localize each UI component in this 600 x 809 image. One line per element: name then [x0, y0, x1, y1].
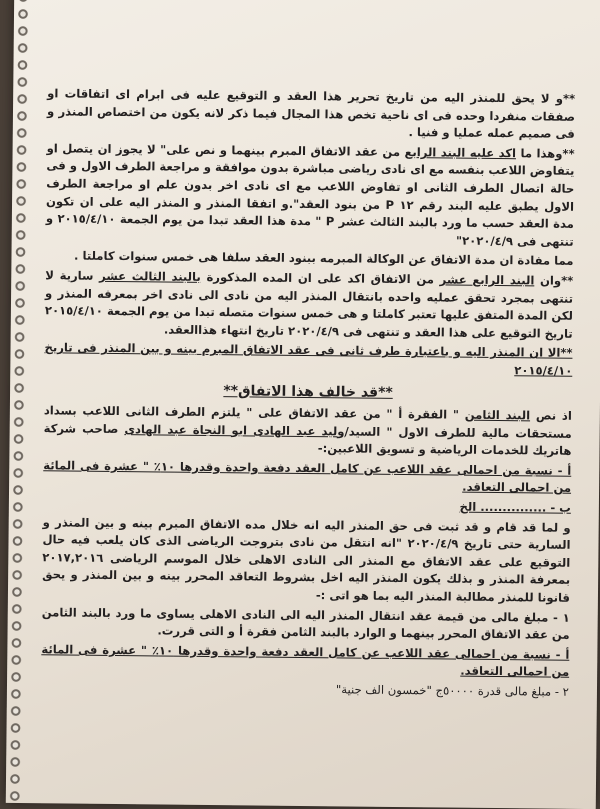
demand-1: ١ - مبلغ مالى من قيمة عقد انتقال المنذر اليه الى النادى الاهلى يساوى ما ورد بالبند الثامن من عقد الاتفاق المحرر بينهما و الوارد بالبند الثامن فقرة أ و التى قررت. [41, 604, 570, 643]
underlined-clause: البند الرابع عشر [439, 272, 535, 288]
underlined-clause: اكد عليه البند الرابع [404, 144, 517, 160]
underlined-clause: البند الثامن [464, 407, 531, 423]
clause-b: ب - ............... الخ [459, 499, 571, 515]
paragraph-2: **وهذا ما اكد عليه البند الرابع من عقد الاتفاق المبرم بينهما و نص على" لا يجوز ان يتصل او يتفاوض اللاعب بنفسه مع اى نادى رياضى مباشرة بدون موافقة و مراجعة الطرف الاول و فى حالة اتصال الطرف الثانى او تفاوض اللاعب مع اى نادى اخر بدون علم او مراجعة الطرف الاول يطبق عليه البند رقم ١٢ P من بنود العقد".و اتفقا المنذر و المنذر اليه على ان تكون مدة العقد حسب ما ورد بالبند الثالث عشر P " مدة هذا العقد تبدا من يوم الجمعة ٢٠١٥/٤/١٠ و تنتهى فى ٢٠٢٠/٤/٩" [45, 141, 575, 249]
paragraph-5: **الا ان المنذر اليه و باعتبارة طرف ثانى فى عقد الاتفاق المبرم بينه و بين المنذر فى تاريخ ٢٠١٥/٤/١٠ [44, 340, 573, 378]
paragraph-9: و لما قد قام و قد ثبت فى حق المنذر اليه انه خلال مده الاتفاق المبرم بينه و بين المنذر و السارية حتى تاريخ ٢٠٢٠/٤/٩ "انه انتقل من نادى بتروجت الرياضى الذى كان يلعب فيه حال التوقيع على عقد الاتفاق مع المنذر الى النادى الاهلى خلال الموسم الرياضى ٢٠١٧,٢٠١٦ بمعرفة المنذر و بذلك يكون المنذر اليه اخل بشروط التعاقد المحرر بينه و بين المنذر و يحق قانونا للمنذر مطالبة المنذر اليه بما هو اتى :- [42, 514, 571, 605]
spiral-binding [8, 0, 31, 803]
paragraph-3: مما مفادة ان مدة الاتفاق عن الوكالة المبرمه ببنود العقد سلفا هى خمس سنوات كاملتا . [74, 248, 574, 269]
paragraph-1: **و لا يحق للمنذر اليه من تاريخ تحرير هذا العقد و التوقيع عليه فى ابرام اى اتفاقات او صفقات منفردا وحده فى اى ناحية تخص هذا المجال فيما ذكر لانه يكون من اختصاص المنذر و فى صميم عمله عمليا و فنيا . [46, 86, 576, 141]
paragraph-4: **وان البند الرابع عشر من الاتفاق اكد على ان المده المذكورة بالبند الثالث عشر سارية لا تنتهى بمجرد تحقق عمليه واحده بانتقال المنذر اليه من نادى الى نادى اخر بمعرفه المنذر و لكن المدة المتفق عليها تعتبر كاملتا و هى خمس سنوات متصله تبدا من يوم الجمعة ٢٠١٥/٤/١٠ تاريخ التوقيع على هذا العقد و تنتهى فى ٢٠٢٠/٤/٩ تاريخ انتهاء هذاالعقد. [44, 268, 574, 341]
underlined-name: وليد عبد الهادى ابو النجاة عبد الهادى [124, 421, 345, 439]
demand-2: ٢ - مبلغ مالى قدرة ٥٠٠٠٠ج "خمسون الف جنية" [335, 682, 570, 699]
document-body [41, 85, 575, 703]
section-heading: **قد خالف هذا الاتفاق** [223, 382, 393, 401]
document-page [6, 0, 600, 809]
underlined-clause: بالبند الثالث عشر [99, 268, 201, 284]
clause-a: أ - نسبة من احمالى عقد اللاعب عن كامل العقد دفعة واحدة وقدرها ١٠٪ " عشرة فى المائة من احمالى التعاقد. [43, 458, 572, 496]
paragraph-6: اذ نص البند الثامن " الفقرة أ " من عقد الاتفاق على " يلتزم الطرف الثانى اللاعب بسداد مستحقات مالية للطرف الاول " السيد/وليد عبد الهادى ابو النجاة عبد الهادى صاحب شركة هاتريك للخدمات الرياضية و تسويق اللاعبين:- [43, 403, 572, 459]
demand-1-clause-a: أ - نسبة من احمالى عقد اللاعب عن كامل العقد دفعة واحدة وقدرها ١٠٪ " عشرة فى المائة من احمالى التعاقد. [41, 642, 570, 680]
